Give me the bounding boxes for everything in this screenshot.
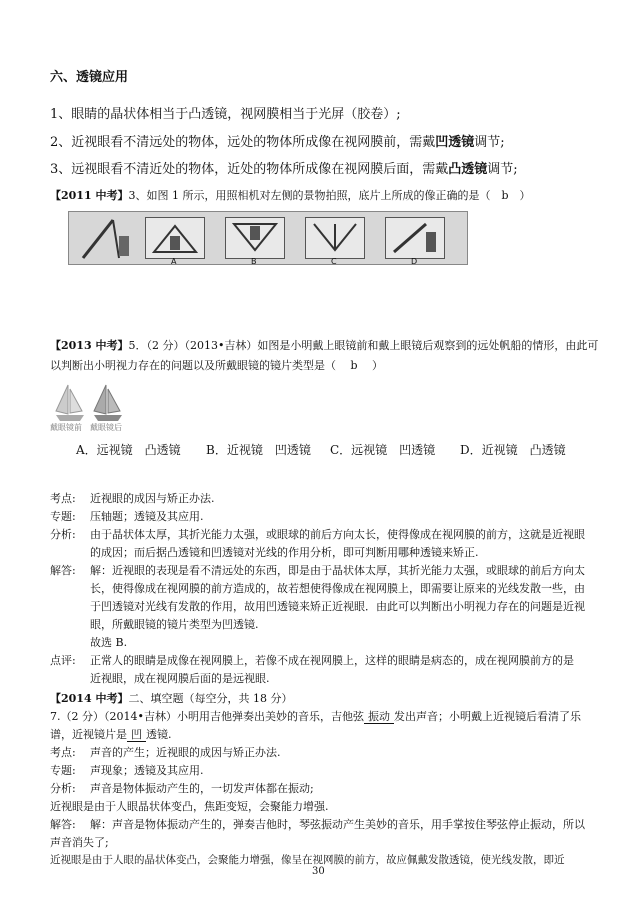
jieda-1-line4: 眼，所戴眼镜的镜片类型为凹透镜. [90, 618, 259, 631]
sailboat-figure [50, 381, 128, 433]
exam-tag-2014: 【2014 中考】 [50, 692, 129, 705]
choice-c: C．远视镜 凹透镜 [330, 443, 436, 457]
caption-after: 戴眼镜后 [90, 423, 122, 432]
question-2014-heading: 【2014 中考】二、填空题（每空分，共 18 分） [50, 692, 293, 705]
fenxi-1-line2: 的成因；而后据凸透镜和凹透镜对光线的作用分析，即可判断用哪种透镜来矫正. [90, 546, 479, 559]
point-3-text: 3、远视眼看不清近处的物体，近处的物体所成像在视网膜后面，需戴 [50, 162, 449, 177]
option-b-label: B [251, 257, 257, 266]
kaodian-2: 声音的产生；近视眼的成因与矫正办法. [90, 746, 281, 759]
jieda-1-line3: 于凹透镜对光线有发散的作用，故用凹透镜来矫正近视眼．由此可以判断出小明视力存在的问题是近视 [90, 600, 585, 613]
option-b-frame [225, 217, 285, 259]
option-d-label: D [411, 257, 418, 266]
choice-a: A．远视镜 凸透镜 [76, 443, 181, 457]
section-title: 六、透镜应用 [50, 70, 129, 85]
jieda-1-line5: 故选 B. [90, 636, 128, 649]
blank-answer-2: 凹 [127, 728, 146, 742]
jieda-1-line1: 解：近视眼的表现是看不清远处的东西，即是由于晶状体太厚，其折光能力太强，或眼球的前后方向太 [90, 564, 585, 577]
choice-b: B．近视镜 凹透镜 [206, 443, 311, 457]
question-2013-line2: 以判断出小明视力存在的问题以及所戴眼镜的镜片类型是（ b ） [50, 359, 384, 372]
option-a-label: A [171, 257, 177, 266]
exam-tag-2013: 【2013 中考】 [50, 339, 129, 352]
dianping-1-line2: 近视眼，成在视网膜后面的是远视眼. [90, 672, 270, 685]
choice-d: D．近视镜 凸透镜 [460, 443, 566, 457]
fenxi-2-extra: 近视眼是由于人眼晶状体变凸，焦距变短，会聚能力增强. [50, 800, 329, 813]
option-c-frame [305, 217, 365, 259]
fenxi-2: 声音是物体振动产生的，一切发声体都在振动; [90, 782, 314, 795]
point-1-text: 1、眼睛的晶状体相当于凸透镜，视网膜相当于光屏（胶卷）; [50, 107, 401, 122]
zhuanti-2: 声现象；透镜及其应用. [90, 764, 204, 777]
dianping-label-1: 点评: [50, 654, 76, 667]
question-2011 [50, 187, 530, 203]
question-2014-line2: 谱，近视镜片是 凹 透镜. [50, 728, 172, 741]
question-2013-line1: 【2013 中考】5．（2 分）（2013•吉林）如图是小明戴上眼镜前和戴上眼镜后观察到的远处帆船的情形，由此可 [50, 339, 599, 352]
point-3-end: 调节; [487, 162, 518, 177]
jieda-1-line2: 长，使得像成在视网膜的前方造成的，故若想使得像成在视网膜上，即需要让原来的光线发散一些，由 [90, 582, 585, 595]
jieda-2-line1: 解：声音是物体振动产生的，弹奏吉他时，琴弦振动产生美妙的音乐，用手掌按住琴弦停止振动，所以 [90, 818, 585, 831]
point-2-lens: 凹透镜 [435, 135, 475, 150]
page-number: 30 [312, 866, 325, 877]
camera-figure-strip [68, 211, 468, 265]
fenxi-label-1: 分析: [50, 528, 76, 541]
sailboat-icon [50, 381, 128, 423]
option-c-label: C [331, 257, 337, 266]
option-d-frame [385, 217, 445, 259]
jieda-2-line3: 近视眼是由于人眼的晶状体变凸，会聚能力增强，像呈在视网膜的前方，故应佩戴发散透镜，使光线发散，即近 [50, 854, 565, 866]
kaodian-label-1: 考点: [50, 492, 76, 505]
fenxi-label-2: 分析: [50, 782, 76, 795]
question-2011-text: 3、如图 1 所示，用照相机对左侧的景物拍照，底片上所成的像正确的是（ b ） [128, 189, 531, 202]
dianping-1-line1: 正常人的眼睛是成像在视网膜上，若像不成在视网膜上，这样的眼睛是病态的，成在视网膜前方的是 [90, 654, 574, 667]
point-2-text: 2、近视眼看不清远处的物体，远处的物体所成像在视网膜前，需戴 [50, 135, 436, 150]
blank-answer-1: 振动 [364, 710, 394, 724]
point-3-lens: 凸透镜 [448, 162, 488, 177]
kaodian-label-2: 考点: [50, 746, 76, 759]
question-2014-line1: 7.（2 分）（2014•吉林）小明用吉他弹奏出美妙的音乐，吉他弦 振动 发出声音；小明戴上近视镜后看清了乐 [50, 710, 581, 723]
caption-before: 戴眼镜前 [50, 423, 82, 432]
option-a-frame [145, 217, 205, 259]
point-2-end: 调节; [474, 135, 505, 150]
jieda-label-2: 解答: [50, 818, 76, 831]
zhuanti-label-1: 专题: [50, 510, 76, 523]
kaodian-1: 近视眼的成因与矫正办法. [90, 492, 215, 505]
point-2 [50, 131, 505, 150]
point-1 [50, 103, 401, 122]
zhuanti-1: 压轴题；透镜及其应用. [90, 510, 204, 523]
fenxi-1-line1: 由于晶状体太厚，其折光能力太强，或眼球的前后方向太长，使得像成在视网膜的前方，这就是近视眼 [90, 528, 585, 541]
zhuanti-label-2: 专题: [50, 764, 76, 777]
jieda-label-1: 解答: [50, 564, 76, 577]
point-3 [50, 158, 518, 177]
jieda-2-line2: 声音消失了; [50, 836, 109, 849]
exam-tag-2011: 【2011 中考】 [50, 189, 129, 202]
